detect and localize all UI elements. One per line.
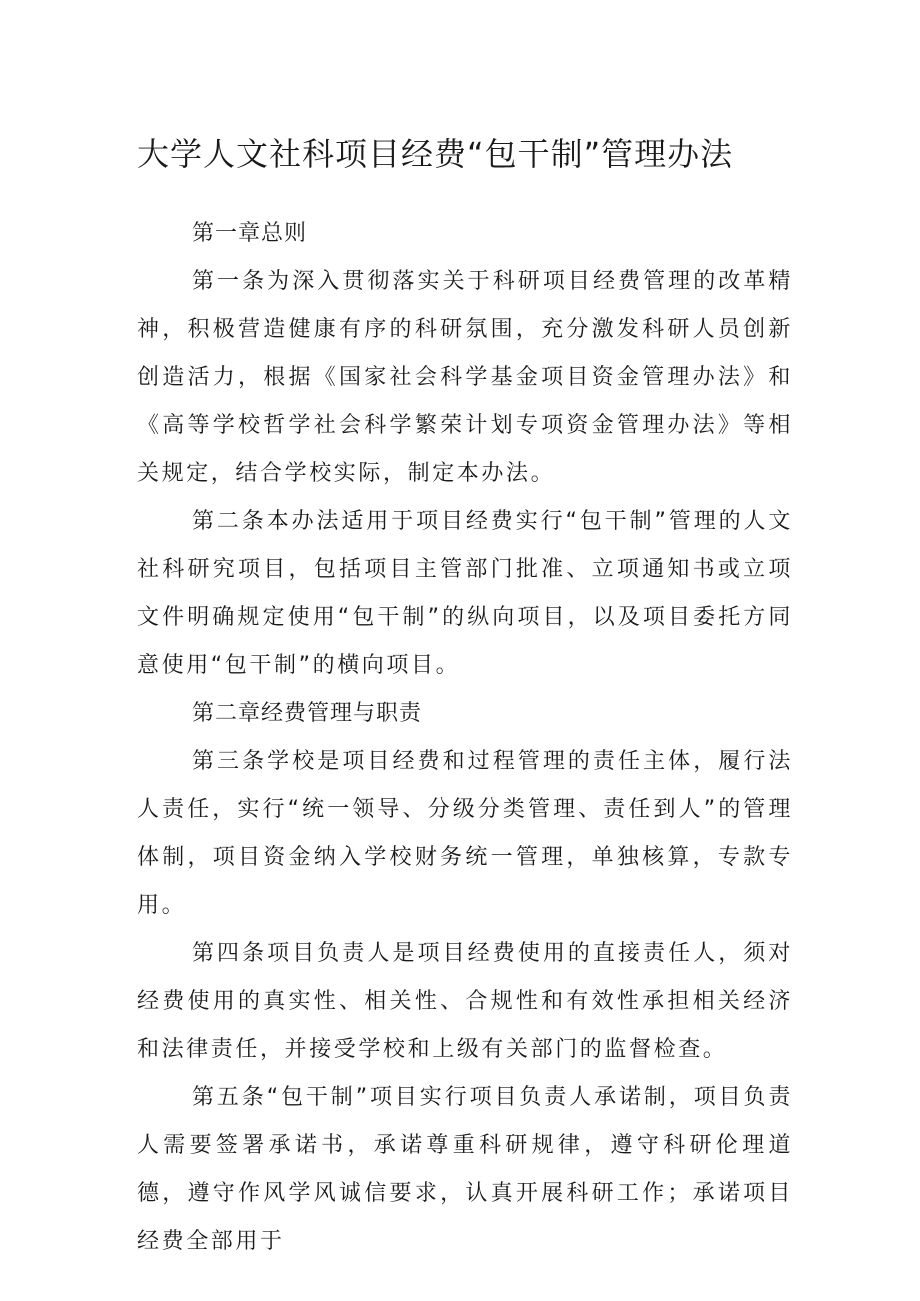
document-title: 大学人文社科项目经费“包干制”管理办法 [137, 135, 734, 173]
article-paragraph: 第三条学校是项目经费和过程管理的责任主体，履行法人责任，实行“统一领导、分级分类管理、责任到人”的管理体制，项目资金纳入学校财务统一管理，单独核算，专款专用。 [137, 749, 793, 918]
article-paragraph: 第四条项目负责人是项目经费使用的直接责任人，须对经费使用的真实性、相关性、合规性和有效性承担相关经济和法律责任，并接受学校和上级有关部门的监督检查。 [137, 941, 793, 1062]
article-paragraph: 第一条为深入贯彻落实关于科研项目经费管理的改革精神，积极营造健康有序的科研氛围，充分激发科研人员创新创造活力，根据《国家社会科学基金项目资金管理办法》和《高等学校哲学社会科学繁荣计划专项资金管理办法》等相关规定，结合学校实际，制定本办法。 [137, 269, 793, 486]
document-body [137, 210, 793, 1266]
article-paragraph: 第二条本办法适用于项目经费实行“包干制”管理的人文社科研究项目，包括项目主管部门批准、立项通知书或立项文件明确规定使用“包干制”的纵向项目，以及项目委托方同意使用“包干制”的横向项目。 [137, 509, 793, 678]
chapter-heading: 第一章总则 [192, 221, 308, 246]
article-paragraph: 第五条“包干制”项目实行项目负责人承诺制，项目负责人需要签署承诺书，承诺尊重科研规律，遵守科研伦理道德，遵守作风学风诚信要求，认真开展科研工作；承诺项目经费全部用于 [137, 1085, 793, 1254]
chapter-heading: 第二章经费管理与职责 [192, 701, 423, 726]
